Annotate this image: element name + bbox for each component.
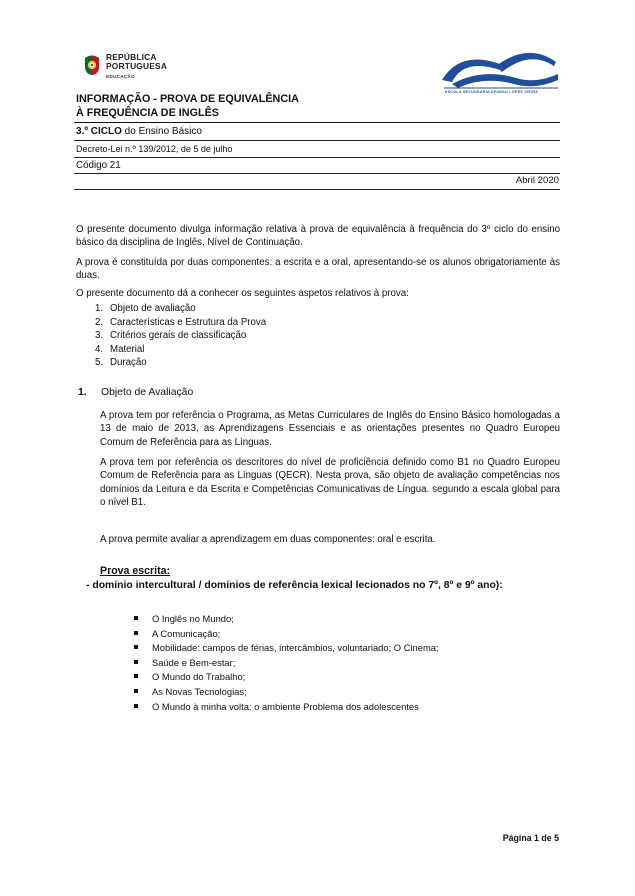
divider bbox=[74, 173, 560, 174]
list-item: 5. Duração bbox=[95, 357, 147, 369]
divider bbox=[74, 189, 560, 190]
document-title-line2: À FREQUÊNCIA DE INGLÊS bbox=[76, 107, 219, 119]
divider bbox=[74, 140, 560, 141]
list-item: O Mundo do Trabalho; bbox=[134, 670, 439, 685]
republica-portuguesa-logo bbox=[84, 52, 194, 84]
codigo-line: Código 21 bbox=[76, 160, 121, 171]
section-heading: 1. Objeto de Avaliação bbox=[78, 387, 194, 398]
list-item: O Inglês no Mundo; bbox=[134, 612, 439, 627]
rp-logo-subtitle: EDUCAÇÃO bbox=[106, 74, 135, 79]
topics-list bbox=[134, 612, 439, 714]
list-item: Saúde e Bem-estar; bbox=[134, 656, 439, 671]
list-item: As Novas Tecnologias; bbox=[134, 685, 439, 700]
aspects-list bbox=[95, 302, 266, 370]
school-logo-icon bbox=[438, 44, 560, 94]
square-bullet-icon bbox=[134, 631, 138, 635]
section-paragraph-2: A prova tem por referência os descritores do nível de proficiência definido como B1 no Quadro Europeu Comum de Referência para as Línguas (QECR). Nesta prova, são objeto de avaliação competências nos domínios da Leitura e da Escrita e Competências Comunicativas de Língua. segundo a escala global para o nível B1. bbox=[100, 457, 560, 509]
list-item: 4. Material bbox=[95, 343, 145, 355]
intro-paragraph-3: O presente documento dá a conhecer os seguintes aspetos relativos à prova: bbox=[76, 288, 409, 299]
portugal-emblem-icon bbox=[84, 54, 100, 76]
section-paragraph-3: A prova permite avaliar a aprendizagem em duas componentes: oral e escrita. bbox=[100, 534, 436, 545]
list-item: 2. Características e Estrutura da Prova bbox=[95, 316, 267, 328]
ciclo-line: 3.º CICLO do Ensino Básico bbox=[76, 126, 202, 137]
square-bullet-icon bbox=[134, 674, 138, 678]
intro-paragraph-1: O presente documento divulga informação relativa à prova de equivalência à frequência do 3º ciclo do ensino básico da disciplina de Inglês, Nível de Continuação. bbox=[76, 224, 560, 249]
decreto-lei-line: Decreto-Lei n.º 139/2012, de 5 de julho bbox=[76, 144, 233, 154]
list-item: 3. Critérios gerais de classificação bbox=[95, 330, 247, 342]
rp-logo-text: REPÚBLICA PORTUGUESA bbox=[106, 52, 168, 71]
list-item: Mobilidade: campos de férias, intercâmbios, voluntariado; O Cinema; bbox=[134, 641, 439, 656]
section-paragraph-1: A prova tem por referência o Programa, as Metas Curriculares de Inglês do Ensino Básico homologadas a 13 de maio de 2013, as Aprendizagens Essenciais e as orientações presentes no Quadro Europeu Comum de Referência para as Línguas. bbox=[100, 410, 560, 448]
square-bullet-icon bbox=[134, 616, 138, 620]
document-title-line1: INFORMAÇÃO - PROVA DE EQUIVALÊNCIA bbox=[76, 93, 299, 105]
intro-paragraph-2: A prova é constituída por duas componentes: a escrita e a oral, apresentando-se os alunos obrigatoriamente às duas. bbox=[76, 257, 560, 282]
list-item: 1. Objeto de avaliação bbox=[95, 303, 196, 314]
divider bbox=[74, 157, 560, 158]
square-bullet-icon bbox=[134, 645, 138, 649]
square-bullet-icon bbox=[134, 660, 138, 664]
prova-escrita-heading: Prova escrita: bbox=[100, 565, 171, 577]
list-item: O Mundo à minha volta: o ambiente Problema dos adolescentes bbox=[134, 700, 439, 715]
divider bbox=[74, 122, 560, 123]
square-bullet-icon bbox=[134, 704, 138, 708]
dominio-heading: - domínio intercultural / domínios de referência lexical lecionados no 7º, 8º e 9º ano): bbox=[86, 580, 503, 591]
page-number: Página 1 de 5 bbox=[502, 833, 559, 843]
document-date: Abril 2020 bbox=[515, 175, 559, 186]
list-item: A Comunicação; bbox=[134, 627, 439, 642]
school-name-caption: ESCOLA SECUNDÁRIA AFONSO LOPES VIEIRA bbox=[445, 90, 539, 94]
square-bullet-icon bbox=[134, 689, 138, 693]
